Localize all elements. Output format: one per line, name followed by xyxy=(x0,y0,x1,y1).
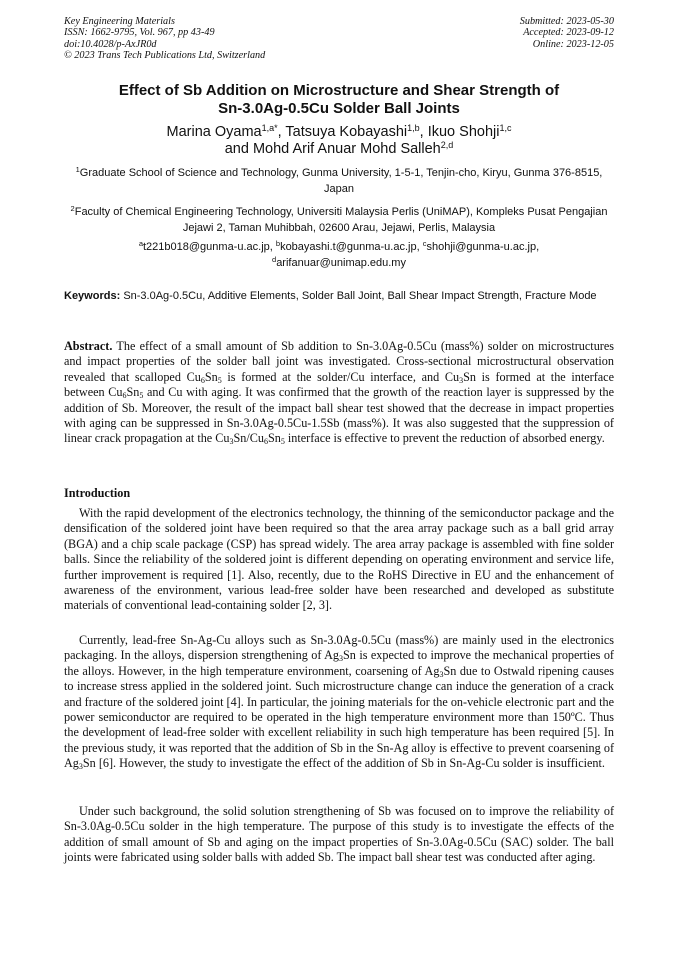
abstract-text: Sn xyxy=(204,369,218,384)
dates-info xyxy=(520,16,614,50)
subscript: 5 xyxy=(217,375,222,385)
subscript: 6 xyxy=(122,391,127,401)
author-affiliation-marker: 2,d xyxy=(440,140,454,150)
email-link[interactable]: t221b018@gunma-u.ac.jp xyxy=(143,241,270,253)
email-link[interactable]: shohji@gunma-u.ac.jp xyxy=(426,241,537,253)
abstract-text: Sn xyxy=(267,431,281,446)
subscript: 6 xyxy=(263,437,268,447)
author-line-2 xyxy=(60,141,618,158)
issn-line: ISSN: 1662-9795, Vol. 967, pp 43-49 xyxy=(64,27,215,39)
introduction-heading: Introduction xyxy=(64,486,131,500)
subscript: 3 xyxy=(439,669,444,679)
email-line-2 xyxy=(64,256,614,272)
subscript: 5 xyxy=(280,437,285,447)
intro-paragraph-1: With the rapid development of the electronics technology, the thinning of the semiconductor package and the densification of the soldered joint have been required so that the area array package such as a ball grid array (BGA) and a chip scale package (CSP) has spread widely. The area array package is assembled with fine solder balls. Since the reliability of the soldered joint is different depending on operating environment and service life, further improvement is required [1]. Also, recently, due to the RoHS Directive in EU and the enhancement of awareness of the environment, various lead-free solder have been researched and developed as substitute materials of conventional lead-containing solder [2, 3]. xyxy=(64,506,614,613)
online-date: Online: 2023-12-05 xyxy=(532,38,614,50)
paragraph-text: Sn due to Ostwald ripening causes to increase stress applied in the soldered joint. Such microstructure change can induce the generation of a crack and fracture of the soldered joint [4]. In particular, the joining materials for the on-vehicle electronic part and the power semiconductor are required to be operated in the high temperature environment more than 150ºC. Thus the development of lead-free solder with excellent reliability in such high temperature has been required [5]. In the previous study, it was reported that the addition of Sb in the Sn-Ag alloy is effective to prevent coarsening of Ag xyxy=(64,663,614,771)
abstract-section xyxy=(64,339,614,447)
author-affiliation-marker: 1,b xyxy=(407,123,420,133)
email-marker: b xyxy=(275,239,281,248)
intro-paragraph-2 xyxy=(64,633,614,772)
abstract-text: Sn xyxy=(126,385,140,400)
author-list xyxy=(60,124,618,158)
doi-line[interactable]: doi:10.4028/p-AxJR0d xyxy=(64,38,157,50)
affiliation-text: Faculty of Chemical Engineering Technology, Universiti Malaysia Perlis (UniMAP), Kompleks Pusat Pengajian Jejawi 2, Taman Muhibbah, 02600 Arau, Jejawi, Perlis, Malaysia xyxy=(74,206,608,234)
abstract-text: is formed at the solder/Cu interface, and Cu xyxy=(221,369,460,384)
paragraph-text: Sn is expected to improve the mechanical properties of the alloys. However, in the high temperature environment, coarsening of Ag xyxy=(64,648,614,678)
title-line-1: Effect of Sb Addition on Microstructure and Shear Strength of xyxy=(118,82,560,99)
subscript: 3 xyxy=(339,654,344,664)
paragraph-text: Sn [6]. However, the study to investigate the effect of the addition of Sb in Sn-Ag-Cu solder is insufficient. xyxy=(82,756,605,771)
abstract-text: Sn is formed at the interface between Cu xyxy=(64,369,614,400)
affiliation-text: Graduate School of Science and Technology, Gunma University, 1-5-1, Tenjin-cho, Kiryu, Gunma 376-8515, Japan xyxy=(79,167,603,195)
author-affiliation-marker: 1,c xyxy=(499,123,512,133)
journal-name: Key Engineering Materials xyxy=(64,16,175,27)
paragraph-text: Currently, lead-free Sn-Ag-Cu alloys such as Sn-3.0Ag-0.5Cu (mass%) are mainly used in the electronics packaging. In the alloys, dispersion strengthening of Ag xyxy=(64,633,614,663)
email-line-1 xyxy=(64,240,614,256)
author-name: Marina Oyama xyxy=(166,124,262,140)
affiliation-2 xyxy=(64,205,614,236)
email-link[interactable]: arifanuar@unimap.edu.my xyxy=(276,256,406,269)
affiliation-marker: 2 xyxy=(70,204,75,213)
affiliation-1 xyxy=(64,166,614,197)
accepted-date: Accepted: 2023-09-12 xyxy=(523,27,614,39)
author-name: and Mohd Arif Anuar Mohd Salleh xyxy=(224,141,441,157)
author-line-1 xyxy=(60,124,618,141)
email-link[interactable]: kobayashi.t@gunma-u.ac.jp xyxy=(280,241,417,253)
author-separator: , xyxy=(277,124,286,140)
author-name: Tatsuya Kobayashi xyxy=(285,124,408,140)
abstract-text: The effect of a small amount of Sb addition to Sn-3.0Ag-0.5Cu (mass%) solder on microstructures and impact properties of the solder ball joint was investigated. Cross-sectional microstructural observation revealed that scalloped Cu xyxy=(64,339,615,384)
title-line-2: Sn-3.0Ag-0.5Cu Solder Ball Joints xyxy=(218,100,460,117)
copyright-line: © 2023 Trans Tech Publications Ltd, Switzerland xyxy=(64,50,266,62)
subscript: 3 xyxy=(459,375,464,385)
keywords-text: Sn-3.0Ag-0.5Cu, Additive Elements, Solder Ball Joint, Ball Shear Impact Strength, Fracture Mode xyxy=(123,290,597,302)
subscript: 3 xyxy=(229,437,234,447)
abstract-label: Abstract. xyxy=(64,339,113,353)
email-marker: d xyxy=(272,254,277,264)
journal-info xyxy=(64,16,265,62)
email-separator: , xyxy=(269,241,276,253)
subscript: 6 xyxy=(200,375,205,385)
subscript: 3 xyxy=(78,762,83,772)
email-marker: a xyxy=(138,239,143,248)
subscript: 5 xyxy=(139,391,144,401)
abstract-text: interface is effective to prevent the reduction of absorbed energy. xyxy=(284,431,605,446)
submitted-date: Submitted: 2023-05-30 xyxy=(519,16,614,27)
affiliation-marker: 1 xyxy=(75,165,80,174)
author-separator: , xyxy=(419,124,428,140)
email-separator: , xyxy=(536,241,540,253)
keywords-label: Keywords: xyxy=(64,290,121,302)
author-name: Ikuo Shohji xyxy=(427,124,500,140)
keywords-section xyxy=(64,289,614,304)
author-affiliation-marker: 1,a* xyxy=(261,123,278,133)
email-marker: c xyxy=(422,239,427,248)
email-separator: , xyxy=(416,241,423,253)
paper-title xyxy=(60,82,618,118)
abstract-text: Sn/Cu xyxy=(233,431,264,446)
abstract-text: and Cu with aging. It was confirmed that the growth of the reaction layer is suppressed by the addition of Sb. Moreover, the result of the impact ball shear test showed that the decrease in impact properties with aging can be suppressed in Sn-3.0Ag-0.5Cu-1.5Sb (mass%). It was also suggested that the suppression of linear crack propagation at the Cu xyxy=(64,385,614,446)
author-emails xyxy=(64,240,614,271)
intro-paragraph-3: Under such background, the solid solution strengthening of Sb was focused on to improve the reliability of Sn-3.0Ag-0.5Cu solder in the high temperature. The purpose of this study is to investigate the effects of the addition of small amount of Sb and aging on the impact properties of Sn-3.0Ag-0.5Cu (SAC) solder. The ball joints were fabricated using solder balls with added Sb. The impact ball shear test was conducted after aging. xyxy=(64,804,614,865)
